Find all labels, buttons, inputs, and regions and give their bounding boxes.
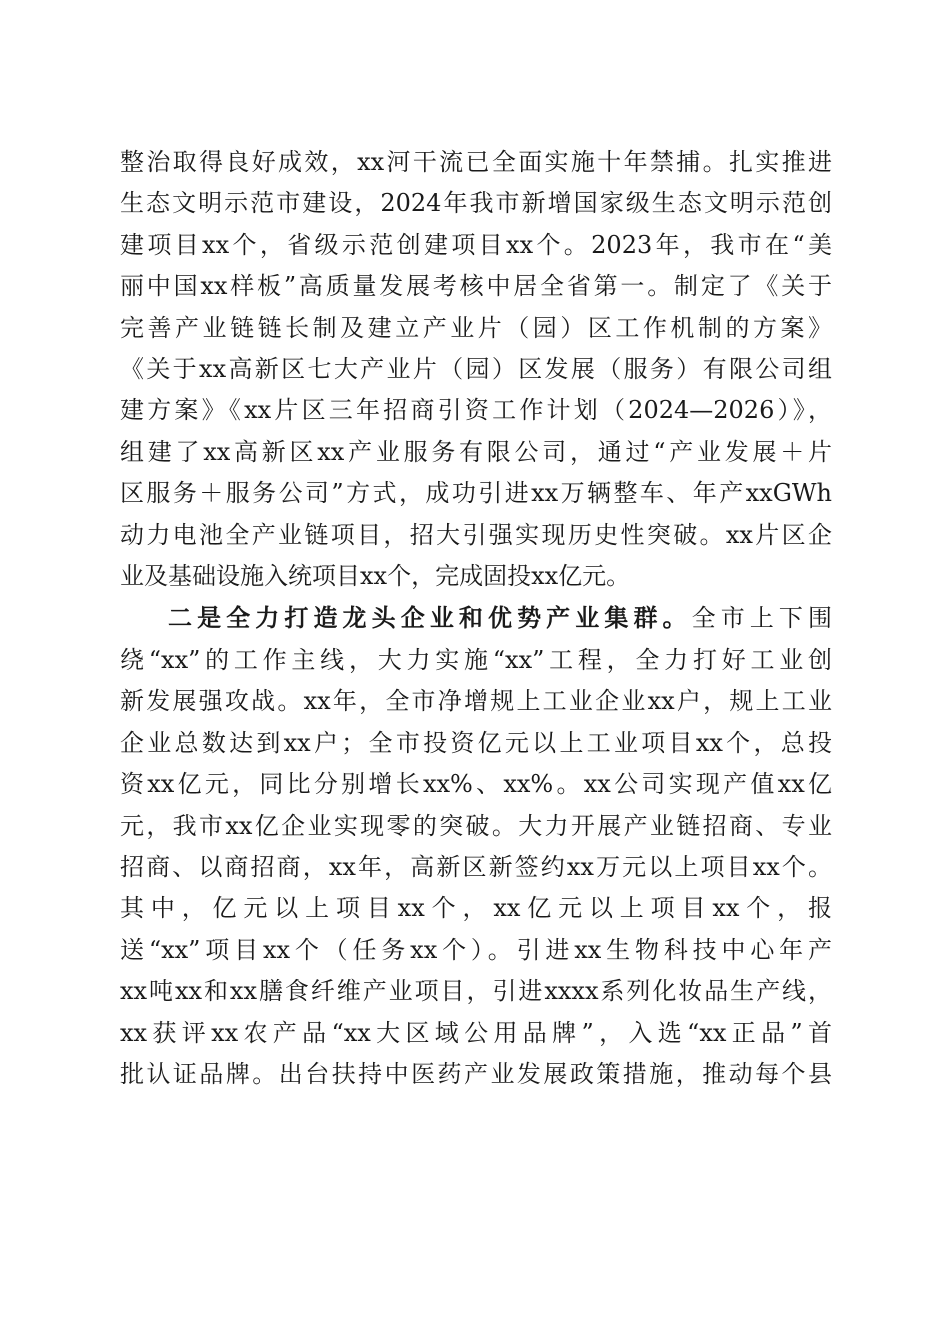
text-line: 丽中国xx样板”高质量发展考核中居全省第一。制定了《关于 <box>120 272 832 301</box>
paragraph-first-line-rest: 全市上下围 <box>691 604 832 633</box>
text-line: 元，我市xx亿企业实现零的突破。大力开展产业链招商、专业 <box>120 811 832 840</box>
paragraph-first-line <box>120 597 832 639</box>
text-line: 其中，亿元以上项目xx个，xx亿元以上项目xx个，报 <box>120 894 832 923</box>
text-line: 《关于xx高新区七大产业片（园）区发展（服务）有限公司组 <box>120 355 832 384</box>
text-line: 建方案》《xx片区三年招商引资工作计划（2024—2026）》， <box>120 396 832 425</box>
document-body <box>120 142 832 1095</box>
text-line: 批认证品牌。出台扶持中医药产业发展政策措施，推动每个县 <box>120 1059 832 1088</box>
paragraph-heading: 二是全力打造龙头企业和优势产业集群。 <box>168 603 692 633</box>
text-line: xx吨xx和xx膳食纤维产业项目，引进xxxx系列化妆品生产线， <box>120 977 832 1006</box>
text-line: 送“xx”项目xx个（任务xx个）。引进xx生物科技中心年产 <box>120 935 832 964</box>
text-line: xx获评xx农产品“xx大区域公用品牌”，入选“xx正品”首 <box>120 1018 832 1047</box>
text-line: 区服务＋服务公司”方式，成功引进xx万辆整车、年产xxGWh <box>120 479 832 508</box>
text-line: 新发展强攻战。xx年，全市净增规上工业企业xx户，规上工业 <box>120 687 832 716</box>
text-line: 生态文明示范市建设，2024年我市新增国家级生态文明示范创 <box>120 189 832 218</box>
text-line: 整治取得良好成效，xx河干流已全面实施十年禁捕。扎实推进 <box>120 148 832 176</box>
text-line: 绕“xx”的工作主线，大力实施“xx”工程，全力打好工业创 <box>120 645 832 674</box>
text-line: 完善产业链链长制及建立产业片（园）区工作机制的方案》 <box>120 313 832 342</box>
text-line: 组建了xx高新区xx产业服务有限公司，通过“产业发展＋片 <box>120 437 832 466</box>
text-line: 动力电池全产业链项目，招大引强实现历史性突破。xx片区企 <box>120 520 832 549</box>
text-line: 企业总数达到xx户；全市投资亿元以上工业项目xx个，总投 <box>120 728 832 757</box>
text-line: 建项目xx个，省级示范创建项目xx个。2023年，我市在“美 <box>120 230 832 259</box>
text-line: 业及基础设施入统项目xx个，完成固投xx亿元。 <box>120 562 631 591</box>
text-line: 招商、以商招商，xx年，高新区新签约xx万元以上项目xx个。 <box>120 852 832 881</box>
paragraph-1 <box>120 142 832 597</box>
text-line: 资xx亿元，同比分别增长xx%、xx%。xx公司实现产值xx亿 <box>120 770 832 799</box>
paragraph-2 <box>120 597 832 1095</box>
